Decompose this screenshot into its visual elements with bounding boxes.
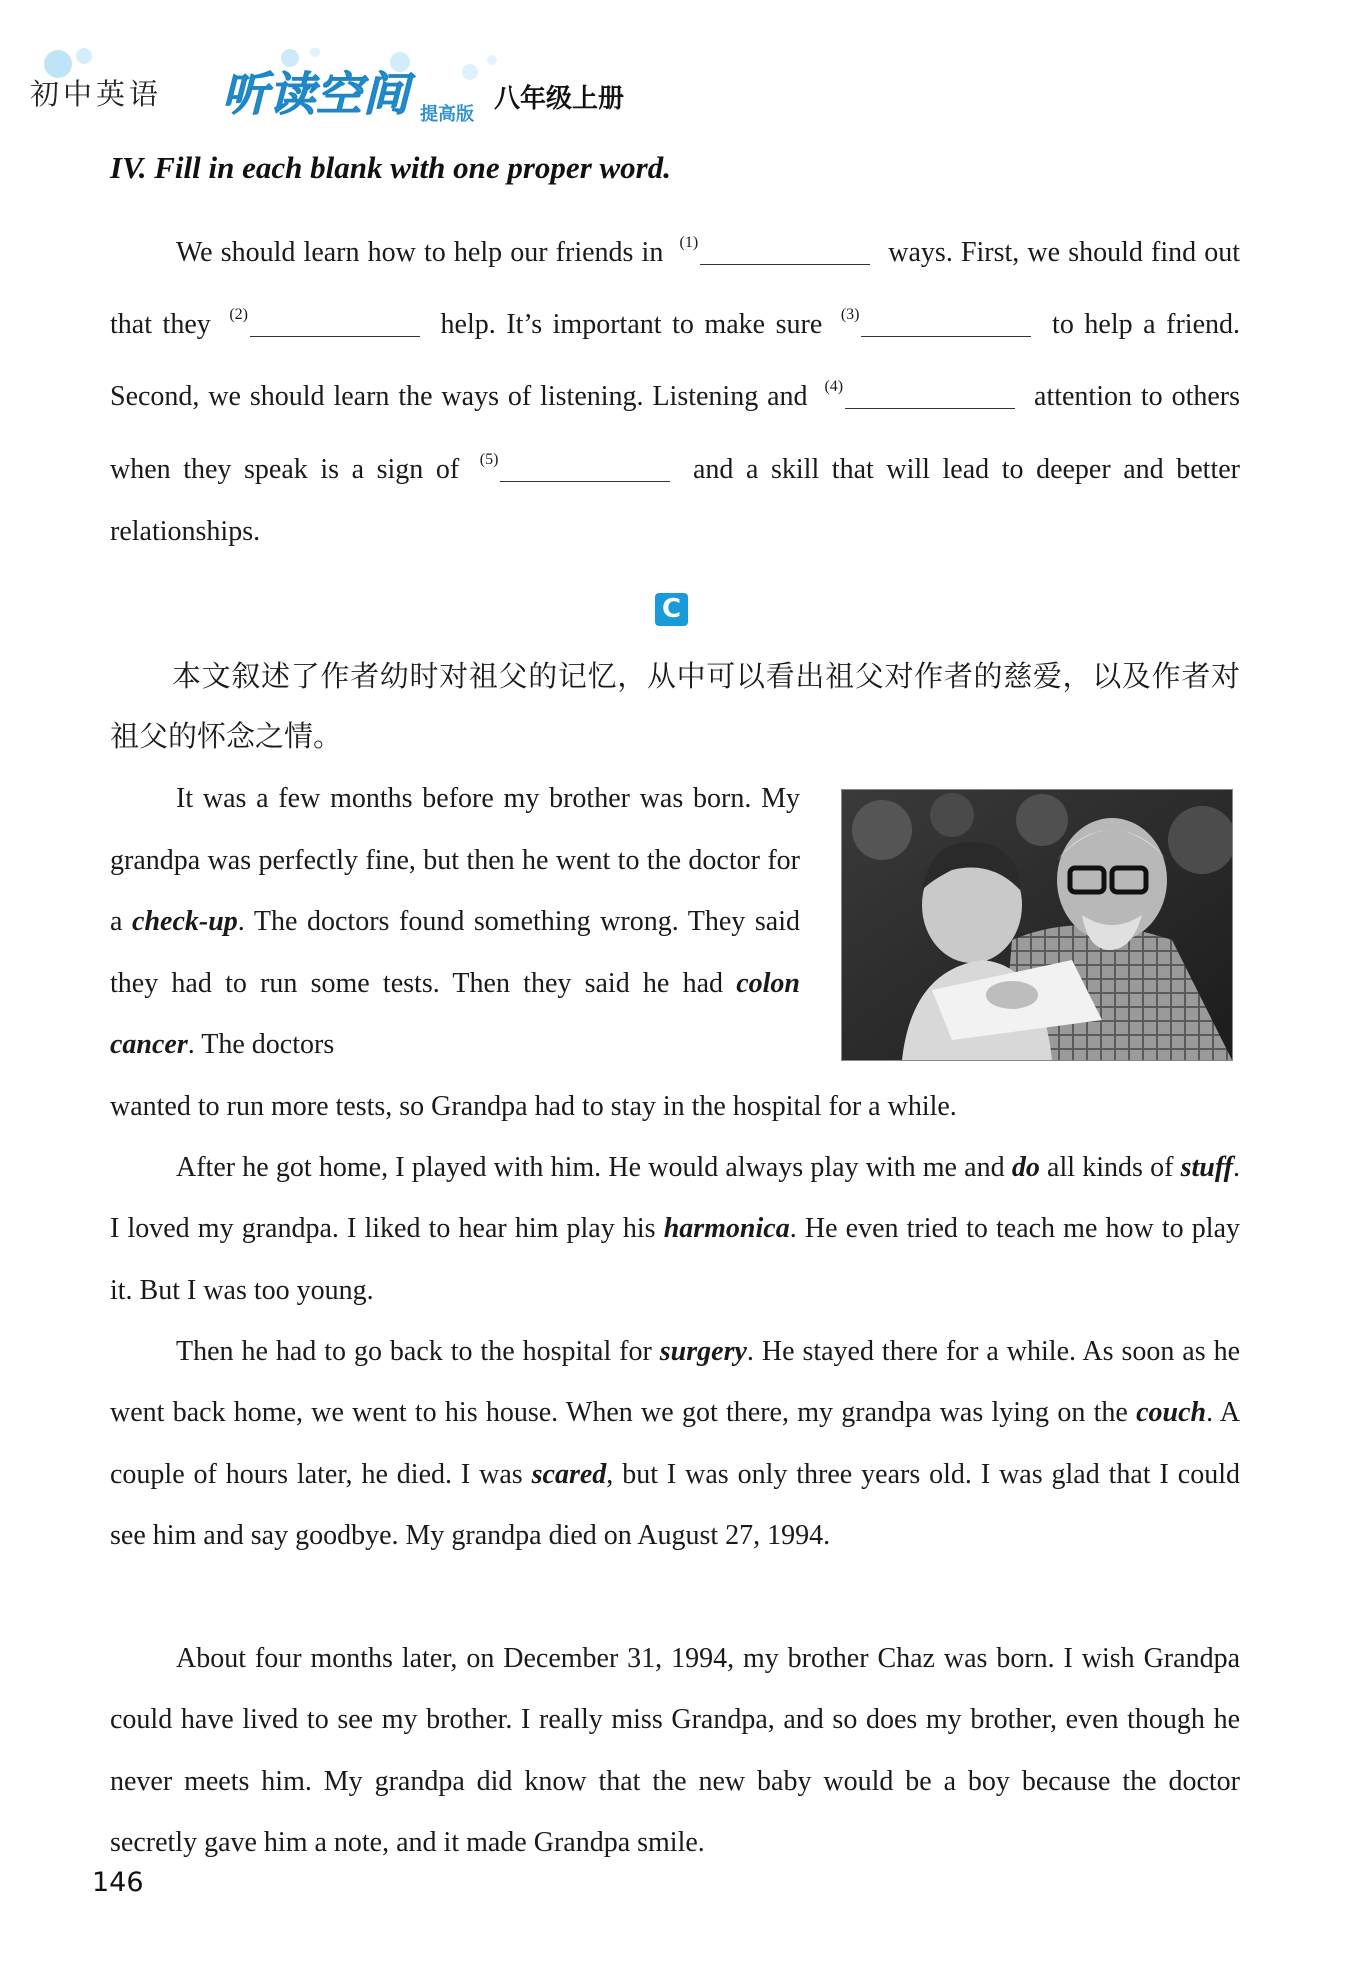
header-brand-logo: 听读空间 bbox=[222, 67, 410, 121]
story-paragraph-3 bbox=[110, 1321, 1240, 1567]
story-p3-text-d: , but I was only three years old. I was glad that I could see him and say goodbye. My grandpa died on August 27, 1994. bbox=[110, 1458, 1240, 1552]
exercise-text-5: attention to others when they speak is a sign of bbox=[110, 381, 1241, 485]
story-p3-text-b: . He stayed there for a while. As soon as he went back home, we went to his house. When we got there, my grandpa was lying on the bbox=[110, 1336, 1240, 1429]
keyword-harmonica: harmonica bbox=[663, 1213, 790, 1245]
blank-number-2: (2) bbox=[229, 306, 248, 324]
keyword-scared: scared bbox=[531, 1458, 607, 1490]
story-p1-text-a: It was a few months before my brother was born. My grandpa was perfectly fine, but then he went to the doctor for a bbox=[110, 783, 800, 937]
blank-3[interactable] bbox=[861, 312, 1031, 337]
story-paragraph-1 bbox=[110, 768, 800, 1076]
story-p1-text-c: . The doctors bbox=[187, 1029, 335, 1060]
blank-number-5: (5) bbox=[479, 450, 499, 468]
exercise-text-3: help. It’s important to make sure bbox=[440, 309, 823, 341]
story-p3-text-c: . A couple of hours later, he died. I was bbox=[110, 1397, 1240, 1490]
keyword-surgery: surgery bbox=[659, 1336, 747, 1367]
story-p2-text-a: After he got home, I played with him. He would always play with me and bbox=[176, 1152, 1005, 1183]
keyword-colon-cancer: colon cancer bbox=[110, 967, 800, 1060]
blank-5[interactable] bbox=[500, 457, 670, 482]
blank-number-1: (1) bbox=[679, 234, 699, 251]
exercise-text-2: ways. First, we should find out that they bbox=[110, 237, 1241, 341]
header-edition-tag: 提高版 bbox=[420, 104, 474, 125]
section-c-badge: C bbox=[655, 593, 688, 626]
blank-4[interactable] bbox=[845, 384, 1015, 409]
exercise-text-1: We should learn how to help our friends in bbox=[176, 237, 664, 268]
story-paragraph-1-continued: wanted to run more tests, so Grandpa had to stay in the hospital for a while. bbox=[110, 1091, 957, 1122]
story-p2-text-b: all kinds of bbox=[1047, 1152, 1174, 1183]
exercise-text-4: to help a friend. Second, we should learn the ways of listening. Listening and bbox=[110, 309, 1240, 413]
exercise-text-6: and a skill that will lead to deeper and better relationships. bbox=[110, 453, 1240, 547]
story-paragraph-2 bbox=[110, 1137, 1240, 1321]
grandpa-and-child-photo bbox=[841, 789, 1233, 1061]
blank-number-4: (4) bbox=[824, 378, 844, 396]
keyword-stuff: stuff bbox=[1180, 1152, 1233, 1183]
story-paragraph-4: About four months later, on December 31, 1994, my brother Chaz was born. I wish Grandpa could have lived to see my brother. I really miss Grandpa, and so does my brother, even though he never meets him. My grandpa did know that the new baby would be a boy because the doctor secretly gave him a note, and it made Grandpa smile. bbox=[110, 1643, 1240, 1859]
keyword-do: do bbox=[1011, 1152, 1040, 1183]
blank-2[interactable] bbox=[250, 312, 420, 337]
exercise-paragraph bbox=[110, 212, 1240, 563]
story-p2-text-d: . He even tried to teach me how to play it. But I was too young. bbox=[110, 1213, 1240, 1306]
story-p1-text-b: . The doctors found something wrong. They said they had to run some tests. Then they said he had bbox=[110, 906, 800, 999]
story-p3-text-a: Then he had to go back to the hospital for bbox=[176, 1336, 652, 1367]
exercise-title: IV. Fill in each blank with one proper word. bbox=[110, 150, 671, 185]
keyword-check-up: check-up bbox=[132, 906, 238, 937]
header-series: 初中英语 bbox=[30, 77, 163, 111]
photo-illustration bbox=[842, 790, 1232, 1060]
chinese-introduction: 本文叙述了作者幼时对祖父的记忆，从中可以看出祖父对作者的慈爱，以及作者对祖父的怀念之情。 bbox=[110, 659, 1240, 753]
keyword-couch: couch bbox=[1136, 1397, 1207, 1429]
blank-1[interactable] bbox=[700, 240, 870, 265]
story-p2-text-c: . I loved my grandpa. I liked to hear him play his bbox=[110, 1152, 1240, 1245]
page-number: 146 bbox=[92, 1867, 144, 1898]
blank-number-3: (3) bbox=[840, 306, 860, 324]
header-grade: 八年级上册 bbox=[494, 84, 625, 114]
